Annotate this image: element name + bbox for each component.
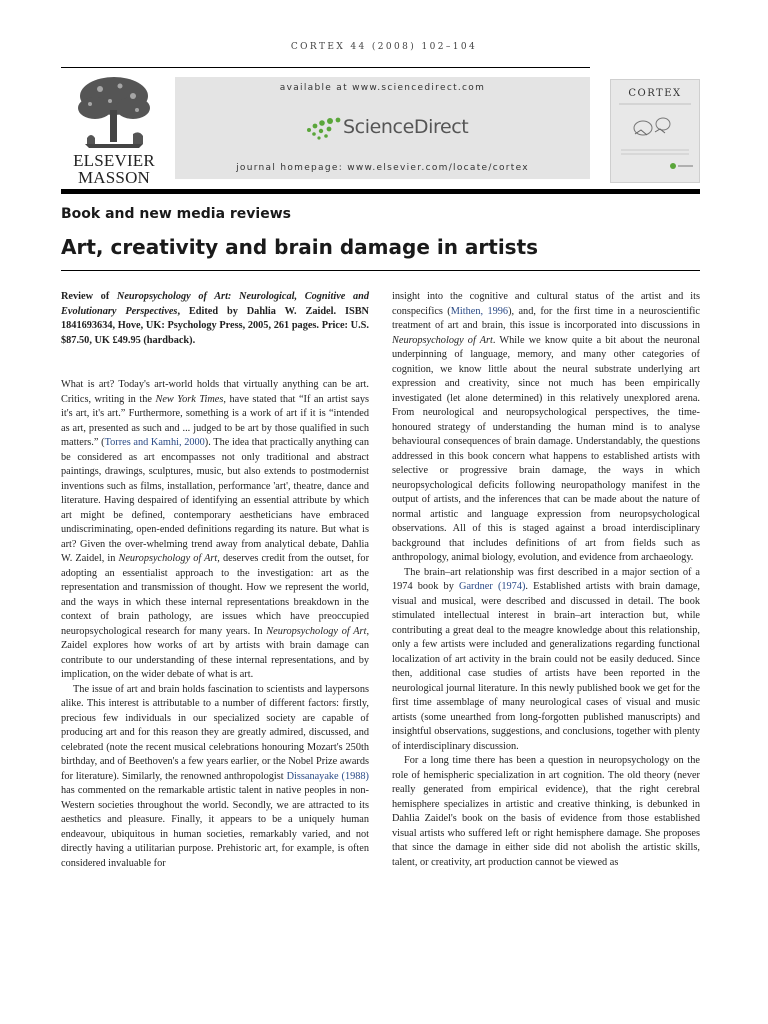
cover-illustration-icon [611,102,699,182]
paragraph: The brain–art relationship was first described in a major section of a 1974 book by Gardner (1974). Established artists with brain damage, visual and musical, were described and discussed in detail. The book stimulated intellectual interest in brain–art interaction but, while contributing a great deal to the meagre knowledge about this relationship, only a few artists were included and generalizations regarding functional localization of art activity in the brain could not be easily deduced. Since then, additional case studies of artists have been reported in the neurological journal literature. In this newly published book we get for the first time assemblage of many neurological cases of visual and music artists (some unearthed from long-forgotten published manuscripts) and insightful observations, suggestions, and conclusions, together with plenty of interdisciplinary discussion. [392,566,700,752]
review-info: Review of Neuropsychology of Art: Neurological, Cognitive and Evolutionary Perspectives, Edited by Dahlia W. Zaidel. ISBN 1841693634, Hove, UK: Psychology Press, 2005, 261 pages. Price: U.S. $87.50, UK £49.95 (hardback). [61,291,370,346]
paragraph: The issue of art and brain holds fascination to scientists and laypersons alike. This interest is attributable to a number of different factors: firstly, precious few individuals in our specialized society are capable of producing art and for this reason they are greatly admired, discussed, and celebrated (note the recent musical celebrations honouring Mozart's 250th birthday, and of Beethoven's a few years earlier, or the Nobel Prize awards for literature). Similarly, the renowned anthropologist Dissanayake (1988) has commented on the remarkable artistic talent in native peoples in non-Western societies throughout the world. Secondly, we are attracted to its aesthetics and pleasure. Finally, it appears to be a uniquely human endeavour, ubiquitous in human societies, remarkably varied, and not directly having a utilitarian purpose. Prehistoric art, for example, is often considered invaluable for [61,683,369,869]
title-divider [61,270,700,271]
citation-link[interactable]: Torres and Kamhi, 2000 [104,437,205,448]
paragraph: What is art? Today's art-world holds that virtually anything can be art. Critics, writing in the New York Times, have stated that “If an artist says it's art, it's art.” Furthermore, something is a work of art if it is “intended as art, presented as such and ... judged to be art by those qualified in such matters.” (Torres and Kamhi, 2000). The idea that practically anything can be considered as art encompasses not only traditional and abstract paintings, drawings, sculptures, music, but also extends to postmodernist inventions such as films, installation, performance 'art', theatre, dance and literature. Having despaired of identifying an essential attribute by which art might be defined, contemporary aestheticians have embraced undiscriminating, open-ended definitions regarding its nature. But what is art? Given the over-whelming trend away from analytical debate, Dahlia W. Zaidel, in Neuropsychology of Art, deserves credit from the outset, for adopting an essentialist approach to the investigation: art as the representation and transmission of thought. How we represent the world, and the ways in which these internal representations breakdown in the context of brain pathology, are issues which have preoccupied neuropsychological research for many years. In Neuropsychology of Art, Zaidel explores how works of art by artists with brain damage can contribute to our understanding of these internal representations, and by implication, on the wider debate of what is art. [61,379,370,680]
sciencedirect-dots-icon [303,114,343,142]
right-column [392,290,700,870]
elsevier-logo [61,70,167,186]
top-rule [61,67,590,68]
article-title: Art, creativity and brain damage in artists [61,235,539,259]
journal-homepage[interactable]: journal homepage: www.elsevier.com/locate/cortex [236,163,529,173]
paragraph: For a long time there has been a question in neuropsychology on the role of hemispheric specialization in art cognition. The old theory (never really generated from empirical evidence), that the right cerebral hemisphere specializes in artistic and creative thinking, is debunked in Dahlia Zaidel's book on the basis of evidence from those established visual artists who suffered left or right hemisphere damage. She proposes that since the damage in either side did not abolish the artistic skills, talent, or creativity, art production cannot be viewed as [392,755,700,868]
citation-link[interactable]: Dissanayake (1988) [286,770,369,782]
header-divider [61,189,700,194]
left-column [61,290,369,871]
section-heading: Book and new media reviews [61,206,291,222]
sciencedirect-brand [303,114,469,142]
tree-logo-icon [75,74,153,150]
availability-line[interactable]: available at www.sciencedirect.com [279,83,486,93]
sciencedirect-wordmark: ScienceDirect [343,116,469,138]
sciencedirect-banner [175,77,590,179]
journal-cover[interactable] [610,79,700,183]
paragraph: insight into the cognitive and cultural status of the artist and its conspecifics (Mithen, 1996), and, for the first time in a neuroscientific treatment of art and brain, this issue is incorporated into discussions in Neuropsychology of Art. While we know quite a bit about the neuronal underpinning of language, memory, and many other categories of cognition, we know little about the neural substrate underlying art expression and creativity, since not much has been empirically investigated (let alone determined) in this relatively unexplored arena. From neurological and neuropsychological perspectives, the time-honoured strategy of understanding the human mind is to analyse behavioural consequences of brain damage. Understandably, the questions addressed in this book concern what happens to established artists with selective or progressive brain damage, the ways in which neuropsychological deficits following neuropathology manifest in the output of artists, and the inferences that can be made about the nature of normal artistic and language expression from neuropsychological observations. All of this is staged against a broad interdisciplinary background that includes definitions of art from fields such as anthropology, animal biology, evolution, and evidence from archaeology. [392,291,700,563]
citation-link[interactable]: Mithen, 1996 [450,305,509,317]
publisher-imprint: MASSON [77,168,151,187]
citation-link[interactable]: Gardner (1974) [459,581,526,592]
publisher-name: ELSEVIER [73,151,155,170]
cover-title: CORTEX [628,88,682,99]
running-head: CORTEX 44 (2008) 102–104 [290,42,478,52]
